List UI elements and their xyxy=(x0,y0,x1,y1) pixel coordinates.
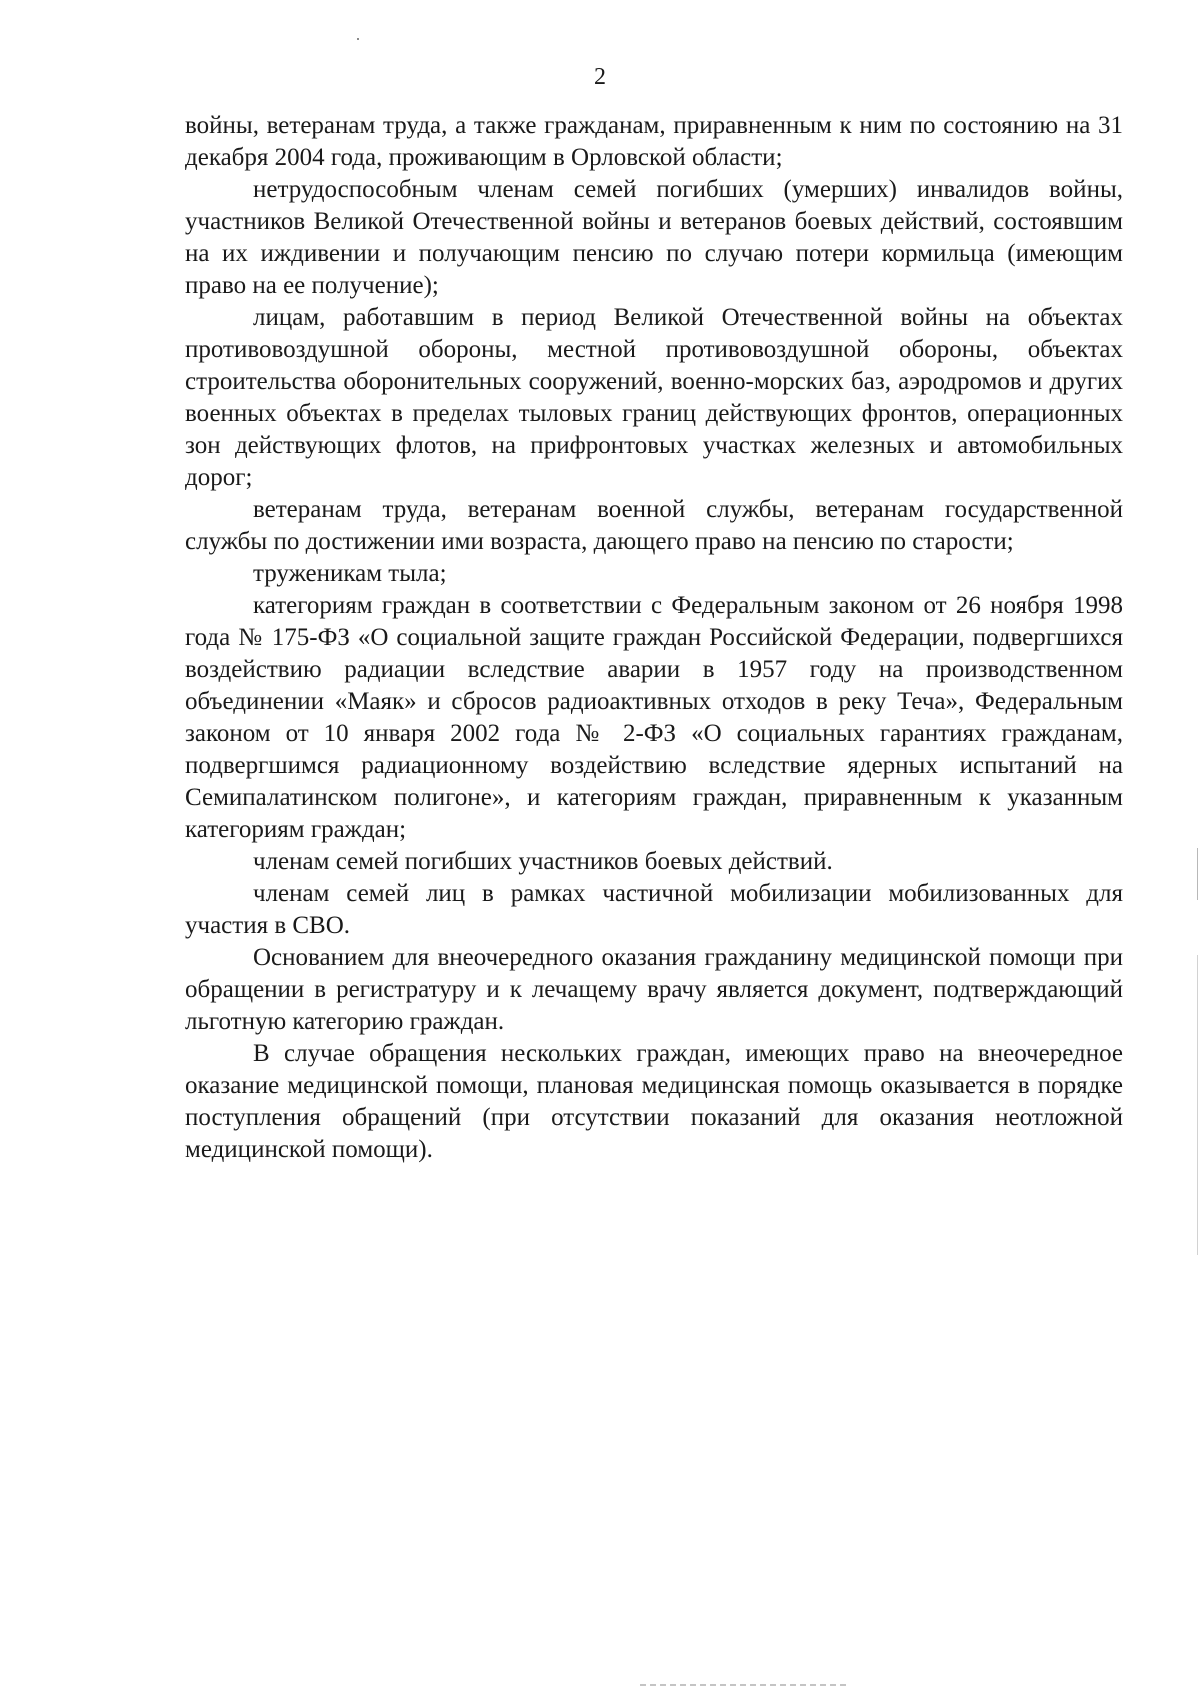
paragraph-war-veterans-continuation: войны, ветеранам труда, а также гражданам, приравненным к ним по состоянию на 31 декабря 2004 года, проживающим в Орловской области; xyxy=(185,112,1123,171)
scan-artifact-dot xyxy=(357,38,359,40)
document-body xyxy=(185,110,1123,1166)
paragraph-labor-military-veterans: ветеранам труда, ветеранам военной службы, ветеранам государственной службы по достижении ими возраста, дающего право на пенсию по старости; xyxy=(185,496,1123,555)
scan-artifact-bottom-line xyxy=(640,1684,850,1686)
paragraph-grounds-for-priority-care: Основанием для внеочередного оказания гражданину медицинской помощи при обращении в регистратуру и к лечащему врачу является документ, подтверждающий льготную категорию граждан. xyxy=(185,944,1123,1035)
paragraph-mobilized-families: членам семей лиц в рамках частичной мобилизации мобилизованных для участия в СВО. xyxy=(185,880,1123,939)
paragraph-home-front-workers: труженикам тыла; xyxy=(253,560,447,587)
page-number: 2 xyxy=(594,64,606,90)
paragraph-air-defense-workers: лицам, работавшим в период Великой Отечественной войны на объектах противовоздушной обороны, местной противовоздушной обороны, объектах строительства оборонительных сооружений, военно-морских баз, аэродромов и других военных объектах в пределах тыловых границ действующих фронтов, операционных зон действующих флотов, на прифронтовых участках железных и автомобильных дорог; xyxy=(185,304,1123,491)
paragraph-order-of-service: В случае обращения нескольких граждан, имеющих право на внеочередное оказание медицинской помощи, плановая медицинская помощь оказывается в порядке поступления обращений (при отсутствии показаний для оказания неотложной медицинской помощи). xyxy=(185,1040,1123,1163)
paragraph-radiation-exposed-citizens: категориям граждан в соответствии с Федеральным законом от 26 ноября 1998 года № 175-ФЗ «О социальной защите граждан Российской Федерации, подвергшихся воздействию радиации вследствие аварии в 1957 году на производственном объединении «Маяк» и сбросов радиоактивных отходов в реку Теча», Федеральным законом от 10 января 2002 года № 2-ФЗ «О социальных гарантиях гражданам, подвергшимся радиационному воздействию вследствие ядерных испытаний на Семипалатинском полигоне», и категориям граждан, приравненным к указанным категориям граждан; xyxy=(185,592,1123,843)
scan-artifact-edge-line xyxy=(1197,955,1198,1255)
paragraph-family-members-of-deceased: нетрудоспособным членам семей погибших (умерших) инвалидов войны, участников Великой Отечественной войны и ветеранов боевых действий, состоявшим на их иждивении и получающим пенсию по случаю потери кормильца (имеющим право на ее получение); xyxy=(185,176,1123,299)
scan-artifact-edge-line xyxy=(1197,848,1198,900)
paragraph-combat-families: членам семей погибших участников боевых действий. xyxy=(253,848,833,875)
